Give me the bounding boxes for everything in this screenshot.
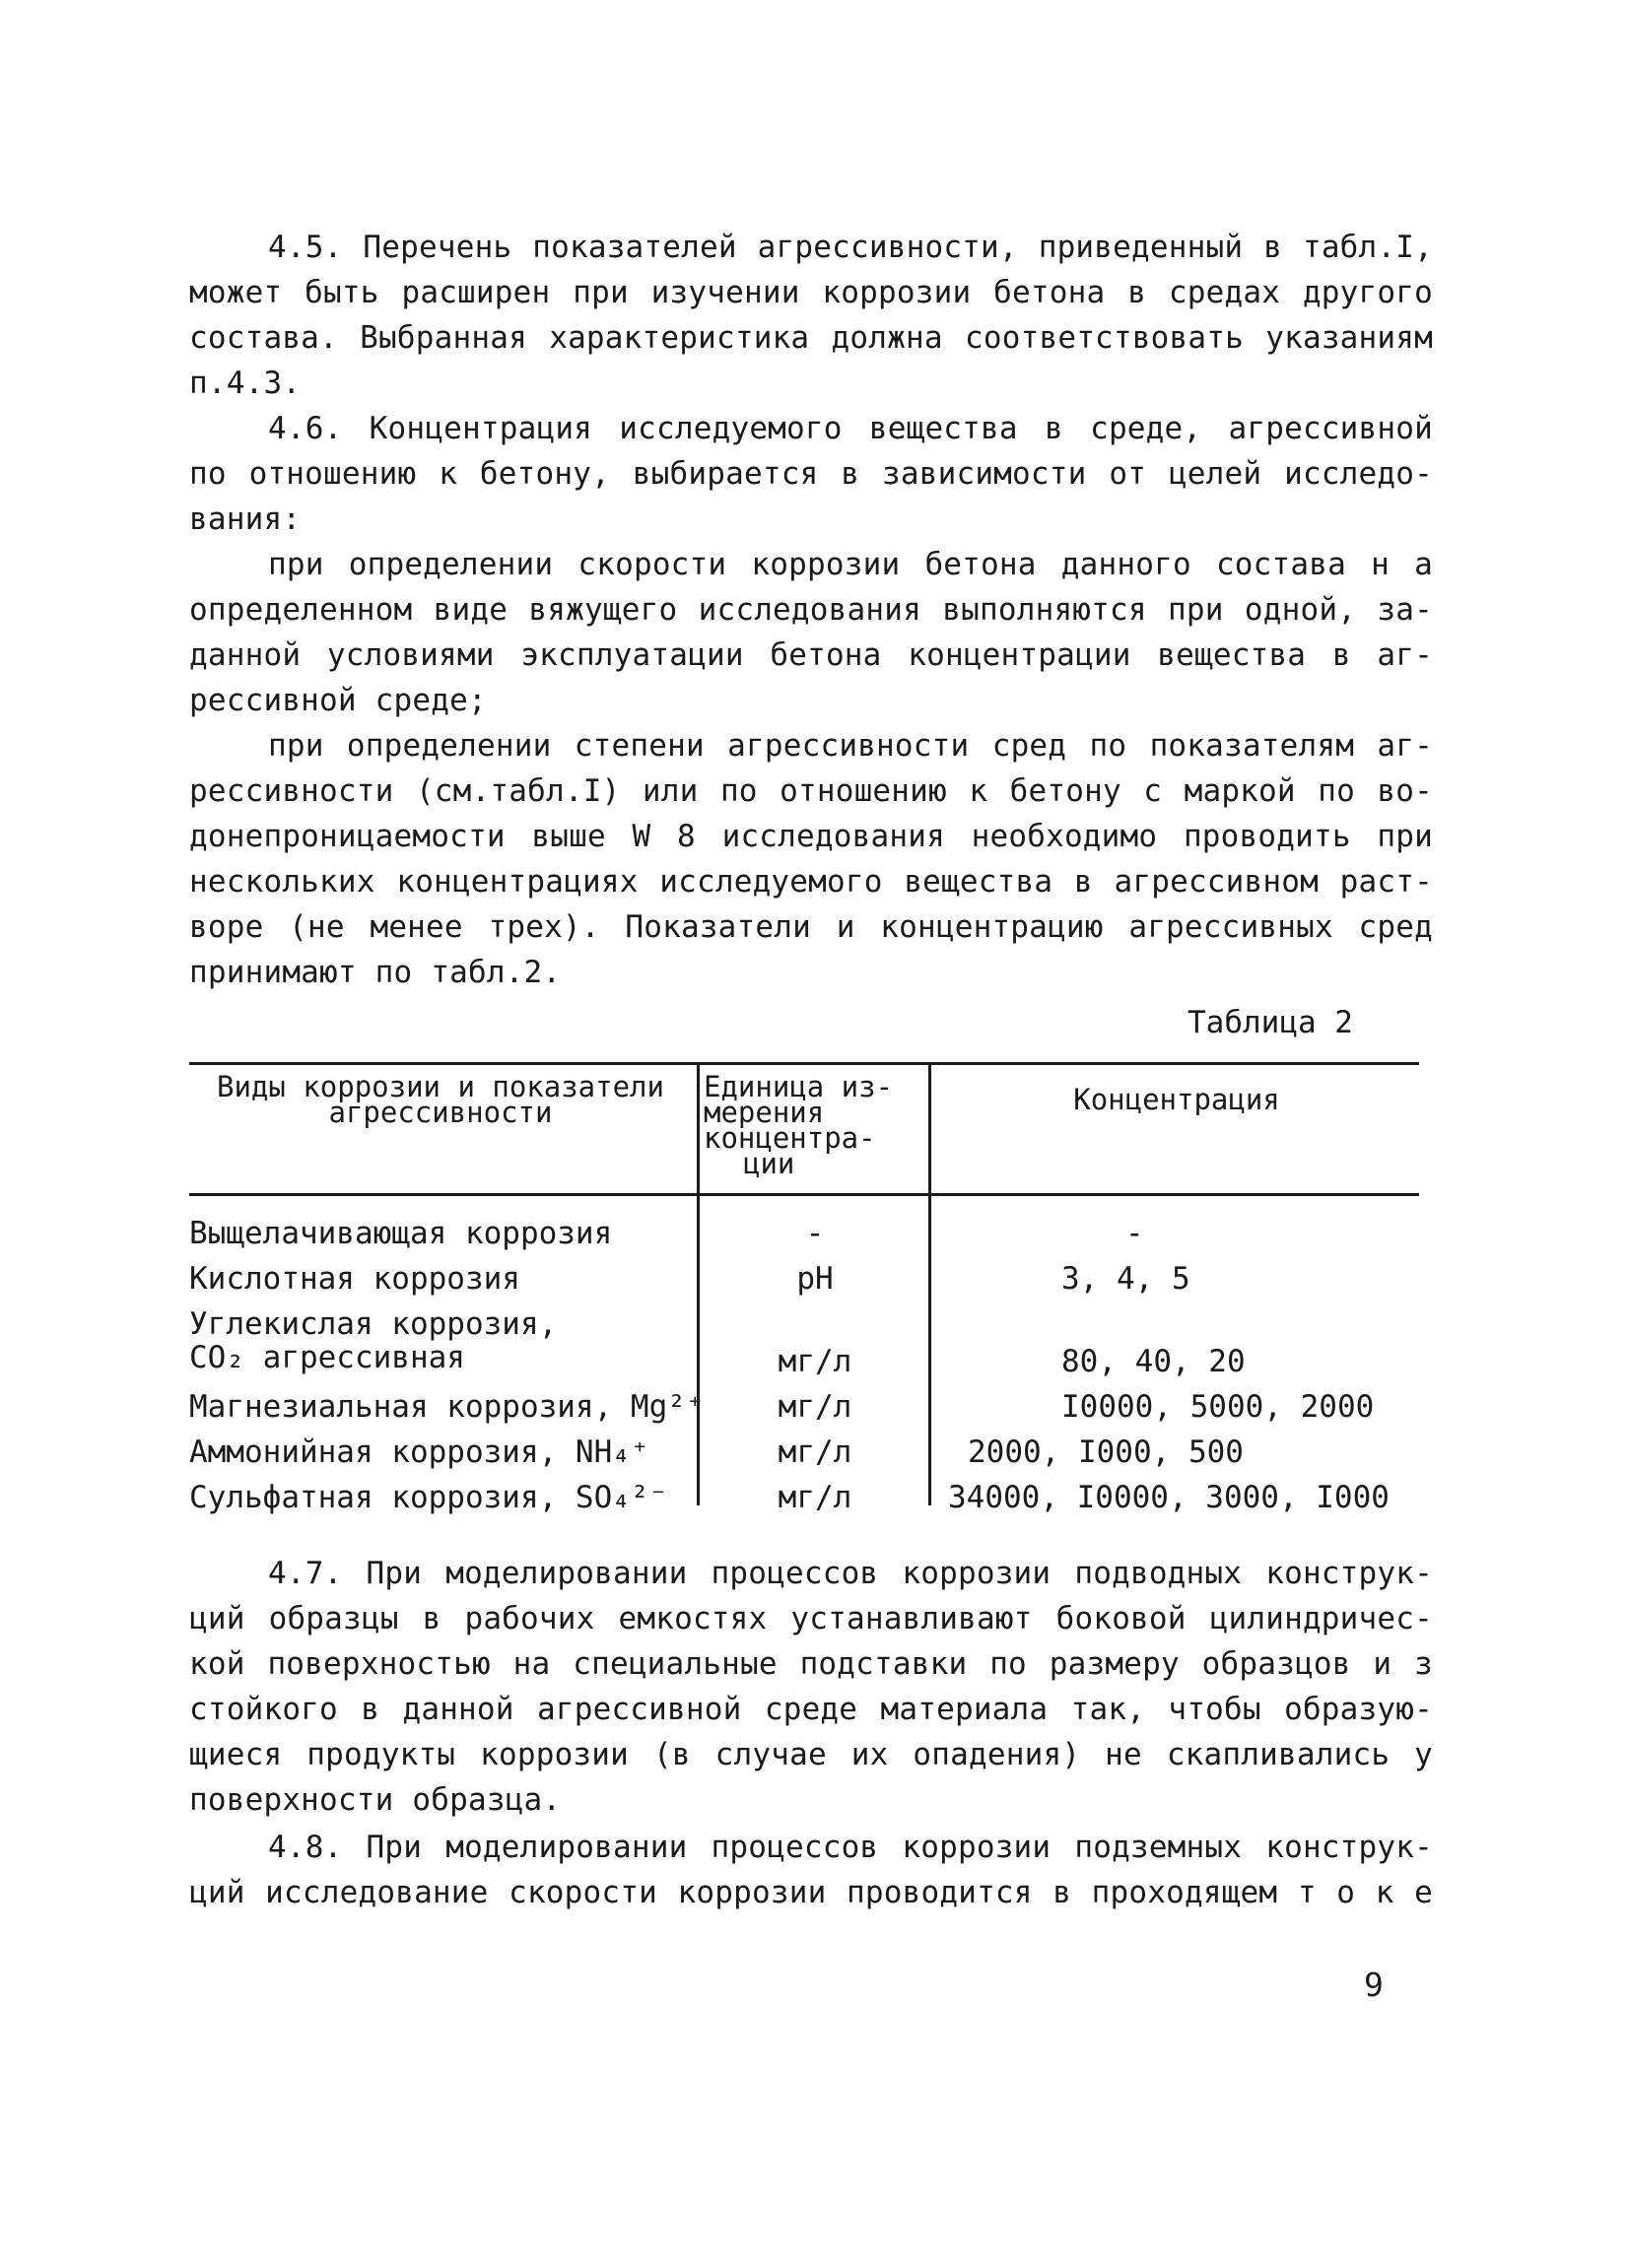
table-top-rule: [189, 1062, 1419, 1065]
text-line: воре (не менее трех). Показатели и концентрацию агрессивных сред: [189, 909, 1433, 945]
paragraph-4-6: [189, 406, 1433, 542]
table-row-conc: I0000, 5000, 2000: [1061, 1389, 1375, 1425]
paragraph-4-7: [189, 1551, 1433, 1823]
text-line: рессивной среде;: [189, 683, 487, 718]
paragraph-4-5: [189, 225, 1433, 406]
table-row-type: Аммонийная коррозия, NH₄⁺: [189, 1434, 649, 1470]
table-row-unit: мг/л: [778, 1344, 852, 1379]
table-row-unit: мг/л: [778, 1480, 852, 1515]
text-line: 4.5. Перечень показателей агрессивности, приведенный в табл.I,: [268, 230, 1433, 265]
text-line: щиеся продукты коррозии (в случае их опадения) не скапливались у: [189, 1737, 1433, 1772]
text-line: ций образцы в рабочих емкостях устанавливают боковой цилиндричес-: [189, 1601, 1433, 1636]
header-line: концентра-: [704, 1121, 876, 1155]
text-line: нескольких концентрациях исследуемого вещества в агрессивном раст-: [189, 864, 1433, 900]
text-line: при определении степени агрессивности сред по показателям аг-: [268, 728, 1433, 764]
text-line: может быть расширен при изучении коррозии бетона в средах другого: [189, 275, 1433, 310]
table-row-unit: pH: [796, 1261, 834, 1297]
text-line: вания:: [189, 501, 302, 537]
text-line: при определении скорости коррозии бетона данного состава н а: [268, 547, 1433, 582]
header-line: агрессивности: [328, 1096, 553, 1129]
table-row-type: CO₂ агрессивная: [189, 1340, 465, 1375]
table-row-type: Магнезиальная коррозия, Mg²⁺: [189, 1389, 705, 1425]
header-concentration: Концентрация: [1073, 1083, 1280, 1116]
table-col-divider-2: [928, 1062, 931, 1505]
paragraph-4-6-item-2: [189, 723, 1433, 995]
text-line: 4.7. При моделировании процессов коррозии подводных конструк-: [268, 1556, 1433, 1591]
text-line: стойкого в данной агрессивной среде материала так, чтобы образую-: [189, 1692, 1433, 1727]
text-line: 4.6. Концентрация исследуемого вещества в среде, агрессивной: [268, 411, 1433, 446]
text-line: кой поверхностью на специальные подставки по размеру образцов и з: [189, 1646, 1433, 1682]
table-row-unit: мг/л: [778, 1434, 852, 1470]
text-line: принимают по табл.2.: [189, 955, 562, 990]
paragraph-4-8: [189, 1825, 1433, 1915]
text-line: п.4.3.: [189, 366, 302, 401]
table-row-type: Углекислая коррозия,: [189, 1306, 558, 1342]
table-caption: Таблица 2: [1188, 1005, 1353, 1040]
table-row-conc: 2000, I000, 500: [968, 1434, 1244, 1470]
text-line: рессивности (см.табл.I) или по отношению к бетону с маркой по во-: [189, 773, 1433, 809]
table-header-rule: [189, 1193, 1419, 1196]
header-corrosion-type: [189, 1070, 692, 1129]
table-row-type: Кислотная коррозия: [189, 1261, 520, 1297]
text-line: определенном виде вяжущего исследования выполняются при одной, за-: [189, 592, 1433, 628]
header-line: ции: [743, 1147, 795, 1180]
table-2: [189, 1062, 1419, 1535]
text-line: поверхности образца.: [189, 1782, 562, 1818]
text-line: ций исследование скорости коррозии проводится в проходящем т о к е: [189, 1875, 1433, 1910]
table-row-conc: 3, 4, 5: [1061, 1261, 1190, 1297]
text-line: 4.8. При моделировании процессов коррозии подземных конструк-: [268, 1830, 1433, 1865]
text-line: состава. Выбранная характеристика должна соответствовать указаниям: [189, 320, 1433, 356]
table-row-conc: -: [1125, 1216, 1144, 1251]
table-row-type: Сульфатная коррозия, SO₄²⁻: [189, 1480, 668, 1515]
text-line: по отношению к бетону, выбирается в зависимости от целей исследо-: [189, 456, 1433, 492]
text-line: донепроницаемости выше W 8 исследования необходимо проводить при: [189, 819, 1433, 854]
paragraph-4-6-item-1: [189, 542, 1433, 723]
header-line: Виды коррозии и показатели: [217, 1070, 664, 1103]
header-line: Единица из-: [704, 1070, 894, 1103]
page-number: 9: [1364, 1966, 1384, 2004]
table-row-unit: -: [805, 1216, 825, 1251]
table-row-conc: 34000, I0000, 3000, I000: [948, 1480, 1390, 1515]
header-unit: [704, 1070, 922, 1180]
table-row-conc: 80, 40, 20: [1061, 1344, 1246, 1379]
table-row-type: Выщелачивающая коррозия: [189, 1216, 613, 1251]
text-line: данной условиями эксплуатации бетона концентрации вещества в аг-: [189, 637, 1433, 673]
header-line: мерения: [704, 1096, 825, 1129]
table-row-unit: мг/л: [778, 1389, 852, 1425]
